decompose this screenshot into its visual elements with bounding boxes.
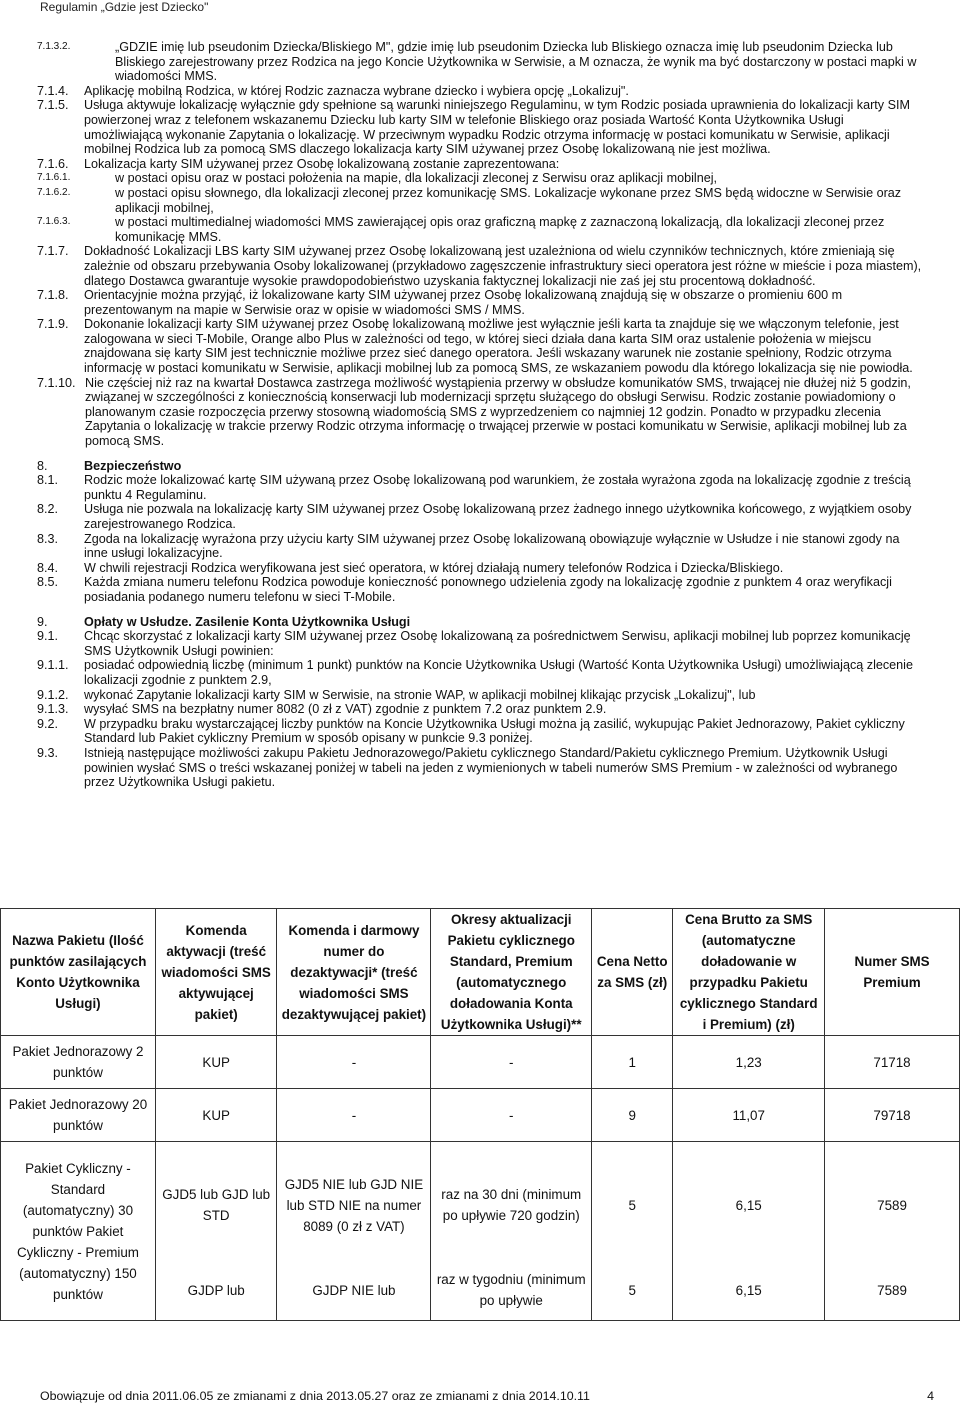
table-cell: Pakiet Jednorazowy 2 punktów bbox=[1, 1036, 156, 1089]
paragraph-text: Istnieją następujące możliwości zakupu Pakietu Jednorazowego/Pakietu cyklicznego Standard/Pakietu cyklicznego Premium. Użytkownik Usługi powinien wysłać SMS o treści wskazanej poniżej w tabeli na jeden z wymienionych w tabeli numerów SMS Premium - w zależności od wybranego przez Użytkownika Usługi pakietu. bbox=[84, 745, 898, 790]
premium-value: raz w tygodniu (minimum po upływie bbox=[436, 1272, 586, 1308]
paragraph bbox=[37, 215, 925, 244]
paragraph bbox=[37, 157, 925, 172]
standard-value: 5 bbox=[628, 1197, 636, 1213]
paragraph-number: 7.1.6.3. bbox=[37, 216, 71, 228]
paragraph-number: 9.2. bbox=[37, 716, 59, 731]
paragraph-text: w postaci opisu oraz w postaci położenia na mapie, dla lokalizacji zleconej z Serwisu oraz aplikacji mobilnej, bbox=[115, 171, 717, 186]
footer-validity: Obowiązuje od dnia 2011.06.05 ze zmianami z dnia 2013.05.27 oraz ze zmianami z dnia 2014.10.11 bbox=[40, 1389, 590, 1403]
table-cell: 1,23 bbox=[673, 1036, 825, 1089]
paragraph-text: W chwili rejestracji Rodzica weryfikowana jest sieć operatora, w której działają numery telefonów Rodzica i Dziecka/Bliskiego. bbox=[84, 560, 784, 575]
table-cell: KUP bbox=[155, 1089, 277, 1142]
paragraph-text: Usługa aktywuje lokalizację wyłącznie gdy spełnione są warunki niniejszego Regulaminu, w tym Rodzic posiada uprawnienia do lokalizacji karty SIM powierzonej wraz z telefonem wskazanemu Dziecku lub karty SIM w telefonie Bliskiego oraz posiada Wartość Konta Użytkownika Usługi umożliwiającą wykonanie Zapytania o lokalizację. W przeciwnym wypadku Rodzic otrzyma informację w postaci komunikatu w Serwisie, aplikacji mobilnej Rodzica lub za pomocą SMS dlaczego lokalizacja karty SIM używanej przez Osobę lokalizowaną nie jest możliwa. bbox=[84, 98, 910, 157]
paragraph-text: w postaci opisu słownego, dla lokalizacji zleconej przez komunikację SMS. Lokalizacje wykonane przez SMS będą widoczne w Serwisie oraz aplikacji mobilnej, bbox=[115, 185, 902, 215]
paragraph bbox=[37, 658, 925, 687]
standard-value: GJD5 lub GJD lub STD bbox=[162, 1187, 271, 1223]
column-header: Cena Brutto za SMS (automatyczne doładowanie w przypadku Pakietu cyklicznego Standard i Premium) (zł) bbox=[673, 909, 825, 1036]
table-header-row bbox=[1, 909, 960, 1036]
section-number: 8. bbox=[37, 458, 48, 473]
table-cell bbox=[673, 1142, 825, 1321]
paragraph-text: wykonać Zapytanie lokalizacji karty SIM w Serwisie, na stronie WAP, w aplikacji mobilnej klikając przycisk „Lokalizuj", lub bbox=[84, 687, 756, 702]
table-cell: Pakiet Cykliczny - Standard (automatyczny) 30 punktów Pakiet Cykliczny - Premium (automatyczny) 150 punktów bbox=[1, 1142, 156, 1321]
paragraph-number: 7.1.6.1. bbox=[37, 172, 71, 184]
column-header: Komenda i darmowy numer do dezaktywacji* (treść wiadomości SMS dezaktywującej pakiet) bbox=[277, 909, 431, 1036]
paragraph-number: 8.5. bbox=[37, 575, 59, 590]
table-cell: Pakiet Jednorazowy 20 punktów bbox=[1, 1089, 156, 1142]
paragraph bbox=[37, 98, 925, 156]
standard-value: raz na 30 dni (minimum po upływie 720 godzin) bbox=[441, 1187, 582, 1223]
table-cell: 9 bbox=[592, 1089, 673, 1142]
table-cell bbox=[277, 1142, 431, 1321]
paragraph-number: 7.1.4. bbox=[37, 83, 69, 98]
table-cell bbox=[592, 1142, 673, 1321]
paragraph-text: Orientacyjnie można przyjąć, iż lokalizowane karty SIM używanej przez Osobę lokalizowaną znajdują się w obszarze o promieniu 600 m prezentowanym na mapie w Serwisie oraz w opisie w wiadomości SMS / MMS. bbox=[84, 288, 843, 317]
paragraph-number: 9.3. bbox=[37, 745, 59, 760]
table-row bbox=[1, 1089, 960, 1142]
paragraph-number: 7.1.8. bbox=[37, 288, 69, 303]
paragraph-text: Aplikację mobilną Rodzica, w której Rodzic zaznacza wybrane dziecko i wybiera opcję „Lokalizuj". bbox=[84, 83, 629, 98]
page-number: 4 bbox=[927, 1389, 934, 1403]
paragraph-text: posiadać odpowiednią liczbę (minimum 1 punkt) punktów na Koncie Użytkownika Usługi (Wartość Konta Użytkownika Usługi) umożliwiającą zlecenie lokalizacji zgodnie z punktem 2.9, bbox=[84, 658, 913, 687]
column-header: Numer SMS Premium bbox=[825, 909, 960, 1036]
paragraph-text: „GDZIE imię lub pseudonim Dziecka/Bliskiego M", gdzie imię lub pseudonim Dziecka lub Bliskiego oznacza imię lub pseudonim Dziecka lub Bliskiego zarejestrowany przez Rodzica na jego Koncie Użytkownika w Serwisie, a M oznacza, że wynik ma być dostarczony w postaci mapki w wiadomości MMS. bbox=[115, 40, 917, 84]
paragraph-text: w postaci multimedialnej wiadomości MMS zawierającej opis oraz graficzną mapkę z zaznaczoną lokalizacją, dla lokalizacji zleconej przez komunikację MMS. bbox=[115, 215, 885, 244]
paragraph-number: 8.4. bbox=[37, 560, 59, 575]
table-cell: - bbox=[277, 1036, 431, 1089]
paragraph-text: wysyłać SMS na bezpłatny numer 8082 (0 zł z VAT) zgodnie z punktem 7.2 oraz punktem 2.9. bbox=[84, 702, 607, 717]
paragraph bbox=[37, 702, 925, 717]
table-cell: 1 bbox=[592, 1036, 673, 1089]
column-header: Komenda aktywacji (treść wiadomości SMS aktywującej pakiet) bbox=[155, 909, 277, 1036]
paragraph bbox=[37, 40, 925, 84]
table-cell: 79718 bbox=[825, 1089, 960, 1142]
paragraph-text: Nie częściej niż raz na kwartał Dostawca zastrzega możliwość wystąpienia przerwy w obsłudze komunikatów SMS, trwającej nie dłużej niż 5 godzin, związanej w szczególności z koniecznością konserwacji lub modernizacji sprzętu służącego do obsługi Serwisu. Rodzic zostanie powiadomiony o planowanym czasie rozpoczęcia przerwy stosowną wiadomością SMS z wyprzedzeniem co najmniej 12 godzin. Ponadto w przypadku zlecenia Zapytania o lokalizację w trakcie przerwy Rodzic otrzyma informację o trwającej przerwie w postaci komunikatu w Serwisie, aplikacji mobilnej lub za pomocą SMS. bbox=[85, 375, 911, 449]
paragraph-number: 7.1.6.2. bbox=[37, 186, 71, 198]
standard-value: 6,15 bbox=[735, 1197, 762, 1213]
paragraph bbox=[37, 244, 925, 288]
paragraph-number: 7.1.5. bbox=[37, 98, 69, 113]
paragraph bbox=[37, 473, 925, 502]
paragraph-text: Rodzic może lokalizować kartę SIM używaną przez Osobę lokalizowaną pod warunkiem, że została wyrażona zgoda na lokalizację zgodnie z treścią punktu 4 Regulaminu. bbox=[84, 473, 911, 502]
paragraph bbox=[37, 186, 925, 215]
column-header: Okresy aktualizacji Pakietu cyklicznego Standard, Premium (automatycznego doładowania Konta Użytkownika Usługi)** bbox=[431, 909, 592, 1036]
premium-value: 7589 bbox=[877, 1282, 907, 1298]
document-body bbox=[37, 40, 925, 790]
table-cell bbox=[155, 1142, 277, 1321]
section-number: 9. bbox=[37, 614, 48, 629]
premium-value: GJDP lub bbox=[187, 1282, 245, 1298]
paragraph-text: Lokalizacja karty SIM używanej przez Osobę lokalizowaną zostanie zaprezentowana: bbox=[84, 156, 560, 171]
section-title: Opłaty w Usłudze. Zasilenie Konta Użytkownika Usługi bbox=[84, 614, 411, 629]
paragraph bbox=[37, 317, 925, 375]
premium-value: 6,15 bbox=[735, 1282, 762, 1298]
running-header: Regulamin „Gdzie jest Dziecko" bbox=[40, 0, 209, 14]
paragraph-number: 7.1.9. bbox=[37, 317, 69, 332]
paragraph-text: Dokładność Lokalizacji LBS karty SIM używanej przez Osobę lokalizowaną jest uzależniona od wielu czynników technicznych, które zmieniają się zależnie od obszaru przebywania Osoby lokalizowanej (przykładowo zagęszczenie infrastruktury sieci operatora jest różne w mieście i poza miastem), dlatego Dostawca gwarantuje wysokie prawdopodobieństwo uzyskania faktycznej lokalizacji nie zaś jej stu procentową dokładność. bbox=[84, 244, 922, 288]
paragraph-text: Chcąc skorzystać z lokalizacji karty SIM używanej przez Osobę lokalizowaną za pośrednictwem Serwisu, aplikacji mobilnej lub poprzez komunikację SMS Użytkownik Usługi powinien: bbox=[84, 629, 911, 658]
section-title: Bezpieczeństwo bbox=[84, 458, 182, 473]
paragraph-number: 7.1.7. bbox=[37, 244, 69, 259]
paragraph-text: Dokonanie lokalizacji karty SIM używanej przez Osobę lokalizowaną możliwe jest wyłącznie jeśli karta ta znajduje się we włączonym telefonie, jest zalogowana w sieci T-Mobile, Orange albo Plus w zależności od tego, w której sieci działa dana karta SIM oraz ustalenie położenia w miejscu znajdowana się karty SIM jest technicznie możliwe przez sieć danego operatora. Jeśli wskazany warunek nie zostanie spełniony, Rodzic otrzyma informację w postaci komunikatu w Serwisie, aplikacji mobilnej lub za pomocą SMS, ze wskazaniem powodu dla którego lokalizacja się nie powiodła. bbox=[84, 317, 913, 376]
paragraph bbox=[37, 376, 925, 449]
paragraph-number: 9.1.1. bbox=[37, 658, 69, 673]
table-cell bbox=[431, 1142, 592, 1321]
table-cell: 11,07 bbox=[673, 1089, 825, 1142]
paragraph-number: 8.2. bbox=[37, 502, 59, 517]
section-heading bbox=[37, 459, 925, 474]
table-cell: - bbox=[277, 1089, 431, 1142]
paragraph-number: 7.1.6. bbox=[37, 156, 69, 171]
paragraph bbox=[37, 502, 925, 531]
table-cell: - bbox=[431, 1036, 592, 1089]
pricing-table bbox=[0, 908, 960, 1321]
paragraph bbox=[37, 561, 925, 576]
standard-value: 7589 bbox=[877, 1197, 907, 1213]
table-row bbox=[1, 1142, 960, 1321]
section-heading bbox=[37, 615, 925, 630]
column-header: Cena Netto za SMS (zł) bbox=[592, 909, 673, 1036]
paragraph-text: Zgoda na lokalizację wyrażona przy użyciu karty SIM używanej przez Osobę lokalizowaną obowiązuje wyłącznie w Usłudze i nie stanowi zgody na inne usługi lokalizacyjne. bbox=[84, 531, 900, 561]
paragraph bbox=[37, 688, 925, 703]
table-cell: 71718 bbox=[825, 1036, 960, 1089]
table-cell: - bbox=[431, 1089, 592, 1142]
paragraph bbox=[37, 575, 925, 604]
paragraph bbox=[37, 532, 925, 561]
standard-value: GJD5 NIE lub GJD NIE lub STD NIE na numer 8089 (0 zł z VAT) bbox=[284, 1176, 424, 1234]
paragraph-text: W przypadku braku wystarczającej liczby punktów na Koncie Użytkownika Usługi można ją zasilić, wykupując Pakiet Jednorazowy, Pakiet cykliczny Standard lub Pakiet cykliczny Premium w sposób opisany w punkcie 9.3 poniżej. bbox=[84, 716, 905, 746]
paragraph-text: Każda zmiana numeru telefonu Rodzica powoduje konieczność ponownego udzielenia zgody na lokalizację zgodnie z punktem 4 oraz weryfikacji posiadania podanego numeru telefonu w sieci T-Mobile. bbox=[84, 575, 892, 604]
paragraph-number: 8.3. bbox=[37, 531, 59, 546]
paragraph bbox=[37, 629, 925, 658]
paragraph-text: Usługa nie pozwala na lokalizację karty SIM używanej przez Osobę lokalizowaną przez żadnego innego użytkownika końcowego, z wyjątkiem osoby zarejestrowanego Rodzica. bbox=[84, 502, 912, 531]
paragraph bbox=[37, 84, 925, 99]
paragraph-number: 9.1.2. bbox=[37, 687, 69, 702]
paragraph bbox=[37, 717, 925, 746]
paragraph-number: 7.1.10. bbox=[37, 375, 76, 390]
paragraph bbox=[37, 746, 925, 790]
premium-value: GJDP NIE lub bbox=[312, 1282, 396, 1298]
paragraph-number: 7.1.3.2. bbox=[37, 41, 71, 52]
table-row bbox=[1, 1036, 960, 1089]
table-cell bbox=[825, 1142, 960, 1321]
premium-value: 5 bbox=[628, 1282, 636, 1298]
column-header: Nazwa Pakietu (Ilość punktów zasilających Konto Użytkownika Usługi) bbox=[1, 909, 156, 1036]
paragraph-number: 8.1. bbox=[37, 473, 59, 488]
paragraph-number: 9.1.3. bbox=[37, 702, 69, 717]
paragraph bbox=[37, 171, 925, 186]
table-cell: KUP bbox=[155, 1036, 277, 1089]
paragraph-number: 9.1. bbox=[37, 629, 59, 644]
paragraph bbox=[37, 288, 925, 317]
